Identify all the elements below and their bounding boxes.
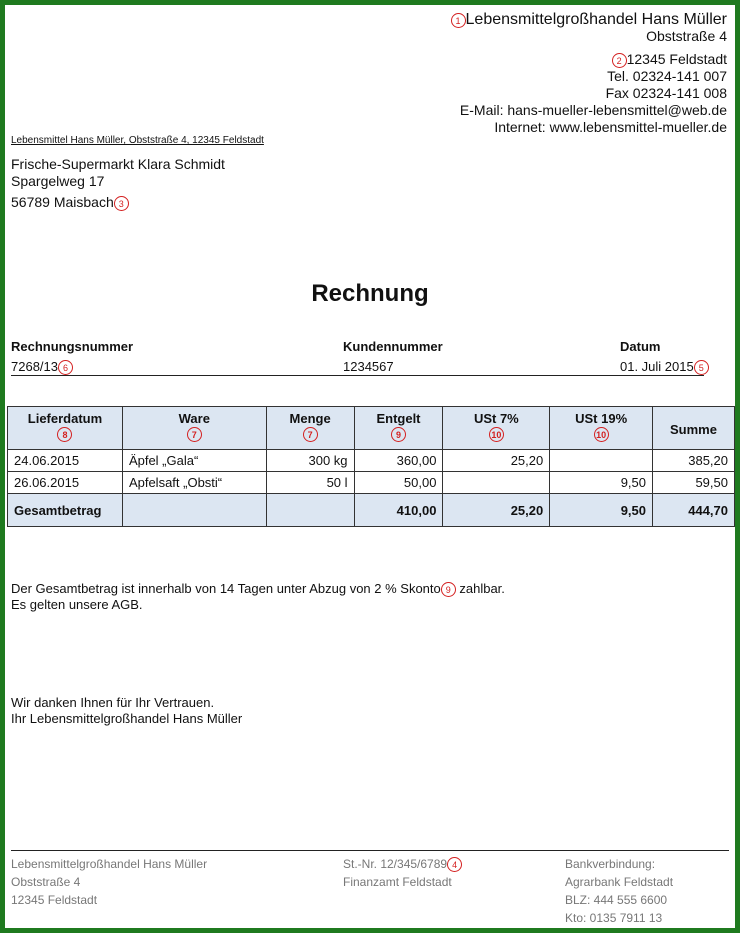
marker-4: 4 [447, 857, 462, 872]
footer-tax: St.-Nr. 12/345/6789 4 Finanzamt Feldstadt [343, 855, 462, 891]
meta-divider [11, 375, 704, 376]
header-cell: USt 7% 10 [443, 407, 550, 450]
table-cell: 50 l [266, 472, 354, 494]
marker-6: 6 [58, 360, 73, 375]
recipient-block [11, 156, 225, 211]
date-label: Datum [620, 339, 661, 354]
header-cell: Entgelt 9 [354, 407, 443, 450]
table-cell: 9,50 [550, 472, 653, 494]
marker-10: 10 [489, 427, 504, 442]
footer-bank: Bankverbindung: Agrarbank Feldstadt BLZ: 444 555 6600 Kto: 0135 7911 13 [565, 857, 674, 925]
marker-3: 3 [114, 196, 129, 211]
thanks-line: Wir danken Ihnen für Ihr Vertrauen. [11, 695, 215, 710]
invoice-date: 01. Juli 2015 [620, 359, 694, 374]
total-label: Gesamtbetrag [8, 494, 123, 527]
total-cell: 9,50 [550, 494, 653, 527]
header-cell: USt 19% 10 [550, 407, 653, 450]
invoice-number: 7268/13 [11, 359, 58, 374]
table-cell: 24.06.2015 [8, 450, 123, 472]
sender-city: 12345 Feldstadt [626, 51, 727, 67]
header-cell: Lieferdatum 8 [8, 407, 123, 450]
table-cell [122, 494, 266, 527]
table-cell: 26.06.2015 [8, 472, 123, 494]
table-row [8, 472, 735, 494]
return-address: Lebensmittel Hans Müller, Obststraße 4, 12345 Feldstadt [11, 135, 264, 146]
table-cell: Apfelsaft „Obsti“ [122, 472, 266, 494]
payment-terms: Der Gesamtbetrag ist innerhalb von 14 Tagen unter Abzug von 2 % Skonto 9 zahlbar. Es gelten unsere AGB. [11, 581, 505, 613]
marker-1: 1 [451, 13, 466, 28]
customer-number: 1234567 [343, 359, 394, 374]
marker-10: 10 [594, 427, 609, 442]
sender-block [451, 11, 727, 136]
table-cell: Äpfel „Gala“ [122, 450, 266, 472]
sender-fax: Fax 02324-141 008 [605, 85, 727, 101]
agb-note: Es gelten unsere AGB. [11, 597, 143, 613]
sender-web: Internet: www.lebensmittel-mueller.de [494, 119, 727, 135]
table-row [8, 450, 735, 472]
table-header-row [8, 407, 735, 450]
sender-phone: Tel. 02324-141 007 [607, 68, 727, 84]
marker-7: 7 [303, 427, 318, 442]
table-cell: 50,00 [354, 472, 443, 494]
table-cell: 300 kg [266, 450, 354, 472]
marker-5: 5 [694, 360, 709, 375]
document-title: Rechnung [311, 280, 429, 307]
invoice-number-label: Rechnungsnummer [11, 339, 134, 354]
invoice-table [7, 406, 735, 527]
footer-company: Lebensmittelgroßhandel Hans Müller Obststraße 4 12345 Feldstadt [11, 857, 208, 907]
total-cell: 410,00 [354, 494, 443, 527]
total-cell: 444,70 [653, 494, 735, 527]
recipient-street: Spargelweg 17 [11, 173, 105, 189]
sender-street: Obststraße 4 [646, 28, 727, 44]
recipient-city: 56789 Maisbach [11, 194, 114, 210]
table-cell: 385,20 [653, 450, 735, 472]
total-cell: 25,20 [443, 494, 550, 527]
table-cell: 59,50 [653, 472, 735, 494]
recipient-name: Frische-Supermarkt Klara Schmidt [11, 156, 225, 172]
marker-9: 9 [391, 427, 406, 442]
marker-2: 2 [612, 53, 627, 68]
table-total-row [8, 494, 735, 527]
header-cell: Summe [653, 407, 735, 450]
marker-9: 9 [441, 582, 456, 597]
sender-email: E-Mail: hans-mueller-lebensmittel@web.de [459, 102, 727, 118]
closing-block [11, 695, 242, 727]
header-cell: Ware 7 [122, 407, 266, 450]
header-cell: Menge 7 [266, 407, 354, 450]
signature-line: Ihr Lebensmittelgroßhandel Hans Müller [11, 711, 243, 726]
table-cell [443, 472, 550, 494]
sender-name: Lebensmittelgroßhandel Hans Müller [465, 11, 727, 28]
table-cell [266, 494, 354, 527]
table-cell: 25,20 [443, 450, 550, 472]
table-cell: 360,00 [354, 450, 443, 472]
table-cell [550, 450, 653, 472]
marker-7: 7 [187, 427, 202, 442]
marker-8: 8 [57, 427, 72, 442]
footer-divider [11, 850, 729, 851]
customer-number-label: Kundennummer [343, 339, 443, 354]
